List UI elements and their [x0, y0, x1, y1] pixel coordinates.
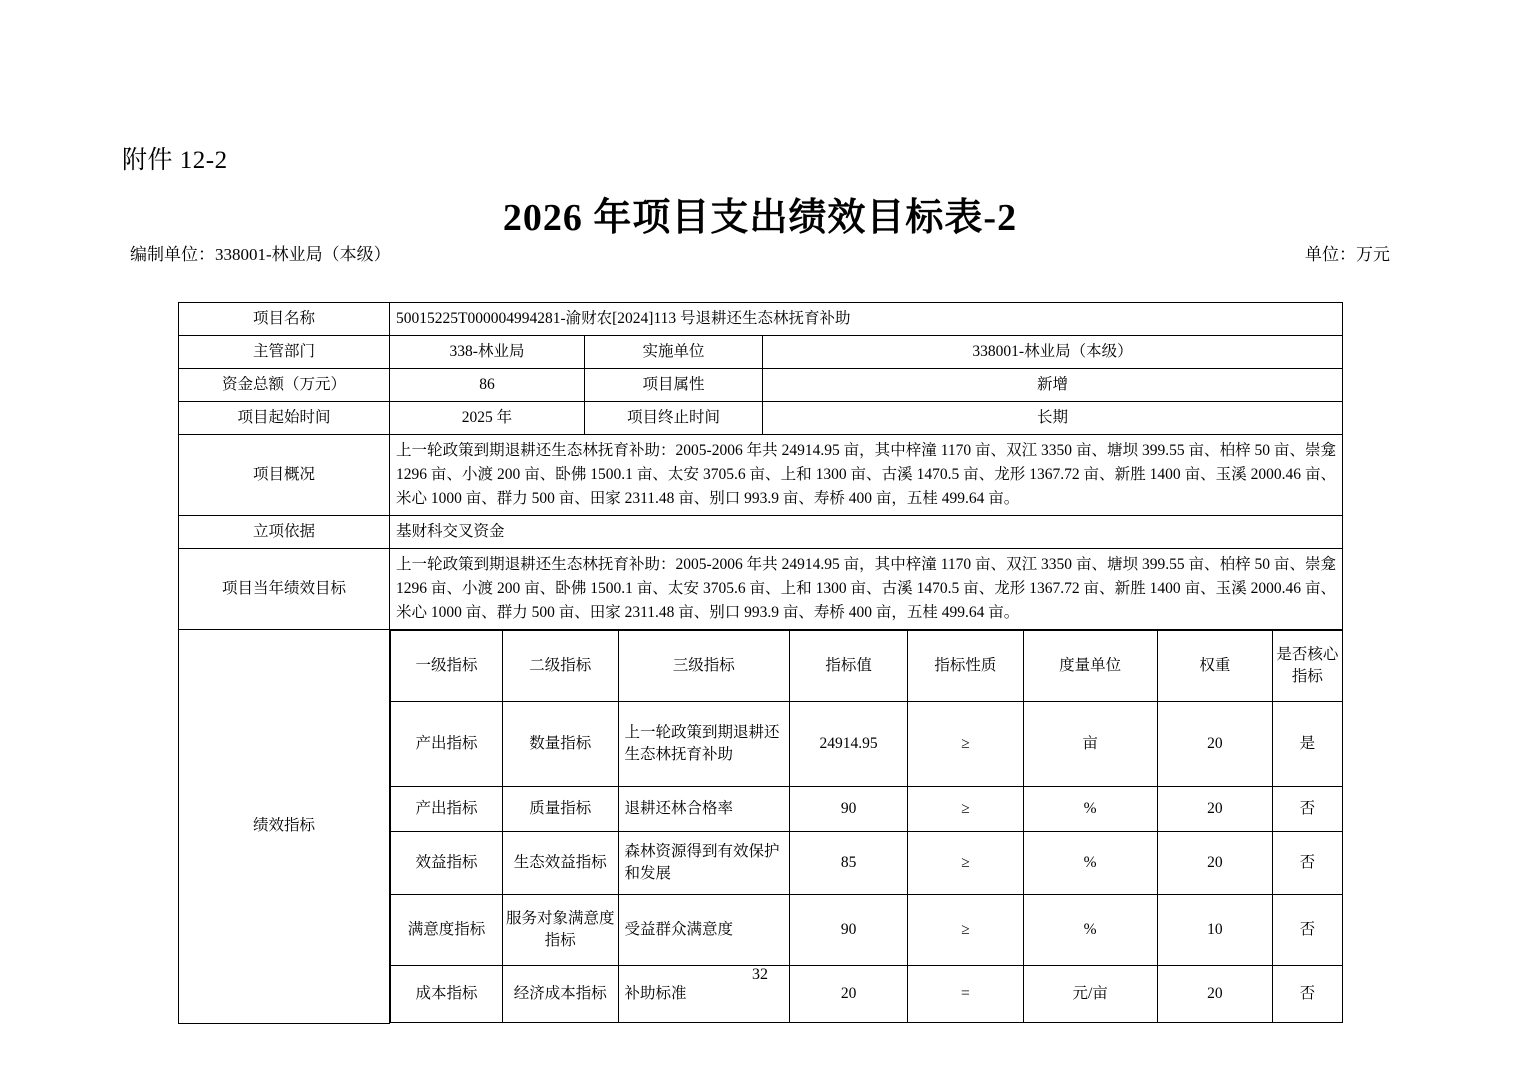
implementing-unit-label: 实施单位: [585, 336, 763, 369]
kpi-core: 否: [1273, 787, 1342, 832]
kpi-header-weight: 权重: [1157, 631, 1273, 702]
kpi-value: 90: [790, 895, 908, 966]
overview-value: 上一轮政策到期退耕还生态林抚育补助：2005-2006 年共 24914.95 亩，其中梓潼 1170 亩、双江 3350 亩、塘坝 399.55 亩、柏梓 50 亩、崇龛 1296 亩、小渡 200 亩、卧佛 1500.1 亩、太安 3705.6 亩、上和 1300 亩、古溪 1470.5 亩、龙形 1367.72 亩、新胜 1400 亩、玉溪 2000.46 亩、米心 1000 亩、群力 500 亩、田家 2311.48 亩、别口 993.9 亩、寿桥 400 亩，五桂 499.64 亩。: [390, 435, 1343, 516]
kpi-weight: 20: [1157, 702, 1273, 787]
kpi-header-level2: 二级指标: [502, 631, 618, 702]
competent-dept-value: 338-林业局: [390, 336, 585, 369]
kpi-row: [391, 702, 1343, 787]
kpi-level1: 满意度指标: [391, 895, 503, 966]
kpi-unit: %: [1023, 832, 1157, 895]
table-row: [179, 549, 1343, 630]
kpi-nature: ≥: [908, 832, 1024, 895]
kpi-unit: 亩: [1023, 702, 1157, 787]
kpi-header-value: 指标值: [790, 631, 908, 702]
kpi-table: [390, 630, 1343, 1023]
annual-goal-label: 项目当年绩效目标: [179, 549, 390, 630]
page-number: 32: [752, 966, 768, 983]
overview-label: 项目概况: [179, 435, 390, 516]
kpi-unit: %: [1023, 895, 1157, 966]
kpi-header-level3: 三级指标: [618, 631, 790, 702]
kpi-level2: 服务对象满意度指标: [502, 895, 618, 966]
kpi-header-unit: 度量单位: [1023, 631, 1157, 702]
table-row: [179, 369, 1343, 402]
kpi-level1: 产出指标: [391, 702, 503, 787]
table-row: [179, 630, 1343, 1024]
performance-goal-table: [178, 302, 1343, 1024]
page-title: 2026 年项目支出绩效目标表-2: [502, 197, 1018, 239]
kpi-row: [391, 787, 1343, 832]
start-time-value: 2025 年: [390, 402, 585, 435]
basis-value: 基财科交叉资金: [390, 516, 1343, 549]
kpi-value: 24914.95: [790, 702, 908, 787]
kpi-level3: 退耕还林合格率: [618, 787, 790, 832]
kpi-weight: 10: [1157, 895, 1273, 966]
table-row: [179, 303, 1343, 336]
end-time-value: 长期: [763, 402, 1343, 435]
kpi-weight: 20: [1157, 787, 1273, 832]
kpi-level2: 生态效益指标: [502, 832, 618, 895]
table-row: [179, 336, 1343, 369]
table-row: [179, 402, 1343, 435]
kpi-nature: ≥: [908, 895, 1024, 966]
kpi-level2: 经济成本指标: [502, 966, 618, 1023]
kpi-value: 20: [790, 966, 908, 1023]
kpi-weight: 20: [1157, 832, 1273, 895]
kpi-level3: 补助标准: [618, 966, 790, 1023]
attachment-label: 附件 12-2: [122, 147, 228, 174]
unit-line: [130, 240, 1390, 265]
kpi-value: 90: [790, 787, 908, 832]
kpi-level2: 质量指标: [502, 787, 618, 832]
kpi-nature: =: [908, 966, 1024, 1023]
kpi-level1: 效益指标: [391, 832, 503, 895]
kpi-row: [391, 832, 1343, 895]
total-funds-value: 86: [390, 369, 585, 402]
basis-label: 立项依据: [179, 516, 390, 549]
project-name-value: 50015225T000004994281-渝财农[2024]113 号退耕还生态林抚育补助: [390, 303, 1343, 336]
kpi-header-nature: 指标性质: [908, 631, 1024, 702]
kpi-unit: %: [1023, 787, 1157, 832]
kpi-weight: 20: [1157, 966, 1273, 1023]
performance-indicator-label: 绩效指标: [179, 630, 390, 1024]
kpi-row: [391, 895, 1343, 966]
kpi-level3: 上一轮政策到期退耕还生态林抚育补助: [618, 702, 790, 787]
kpi-table-container: [390, 630, 1343, 1024]
compiling-unit: 编制单位：338001-林业局（本级）: [130, 245, 391, 264]
kpi-header-level1: 一级指标: [391, 631, 503, 702]
competent-dept-label: 主管部门: [179, 336, 390, 369]
kpi-core: 是: [1273, 702, 1342, 787]
end-time-label: 项目终止时间: [585, 402, 763, 435]
kpi-core: 否: [1273, 895, 1342, 966]
currency-unit: 单位：万元: [1305, 245, 1390, 264]
kpi-header-row: [391, 631, 1343, 702]
kpi-nature: ≥: [908, 787, 1024, 832]
start-time-label: 项目起始时间: [179, 402, 390, 435]
kpi-core: 否: [1273, 966, 1342, 1023]
kpi-level1: 成本指标: [391, 966, 503, 1023]
kpi-value: 85: [790, 832, 908, 895]
project-attribute-label: 项目属性: [585, 369, 763, 402]
kpi-level3: 受益群众满意度: [618, 895, 790, 966]
kpi-unit: 元/亩: [1023, 966, 1157, 1023]
implementing-unit-value: 338001-林业局（本级）: [763, 336, 1343, 369]
kpi-header-core: 是否核心指标: [1273, 631, 1342, 702]
kpi-level2: 数量指标: [502, 702, 618, 787]
table-row: [179, 516, 1343, 549]
table-row: [179, 435, 1343, 516]
kpi-nature: ≥: [908, 702, 1024, 787]
project-attribute-value: 新增: [763, 369, 1343, 402]
kpi-level1: 产出指标: [391, 787, 503, 832]
project-name-label: 项目名称: [179, 303, 390, 336]
kpi-level3: 森林资源得到有效保护和发展: [618, 832, 790, 895]
kpi-core: 否: [1273, 832, 1342, 895]
annual-goal-value: 上一轮政策到期退耕还生态林抚育补助：2005-2006 年共 24914.95 亩，其中梓潼 1170 亩、双江 3350 亩、塘坝 399.55 亩、柏梓 50 亩、崇龛 1296 亩、小渡 200 亩、卧佛 1500.1 亩、太安 3705.6 亩、上和 1300 亩、古溪 1470.5 亩、龙形 1367.72 亩、新胜 1400 亩、玉溪 2000.46 亩、米心 1000 亩、群力 500 亩、田家 2311.48 亩、别口 993.9 亩、寿桥 400 亩，五桂 499.64 亩。: [390, 549, 1343, 630]
total-funds-label: 资金总额（万元）: [179, 369, 390, 402]
